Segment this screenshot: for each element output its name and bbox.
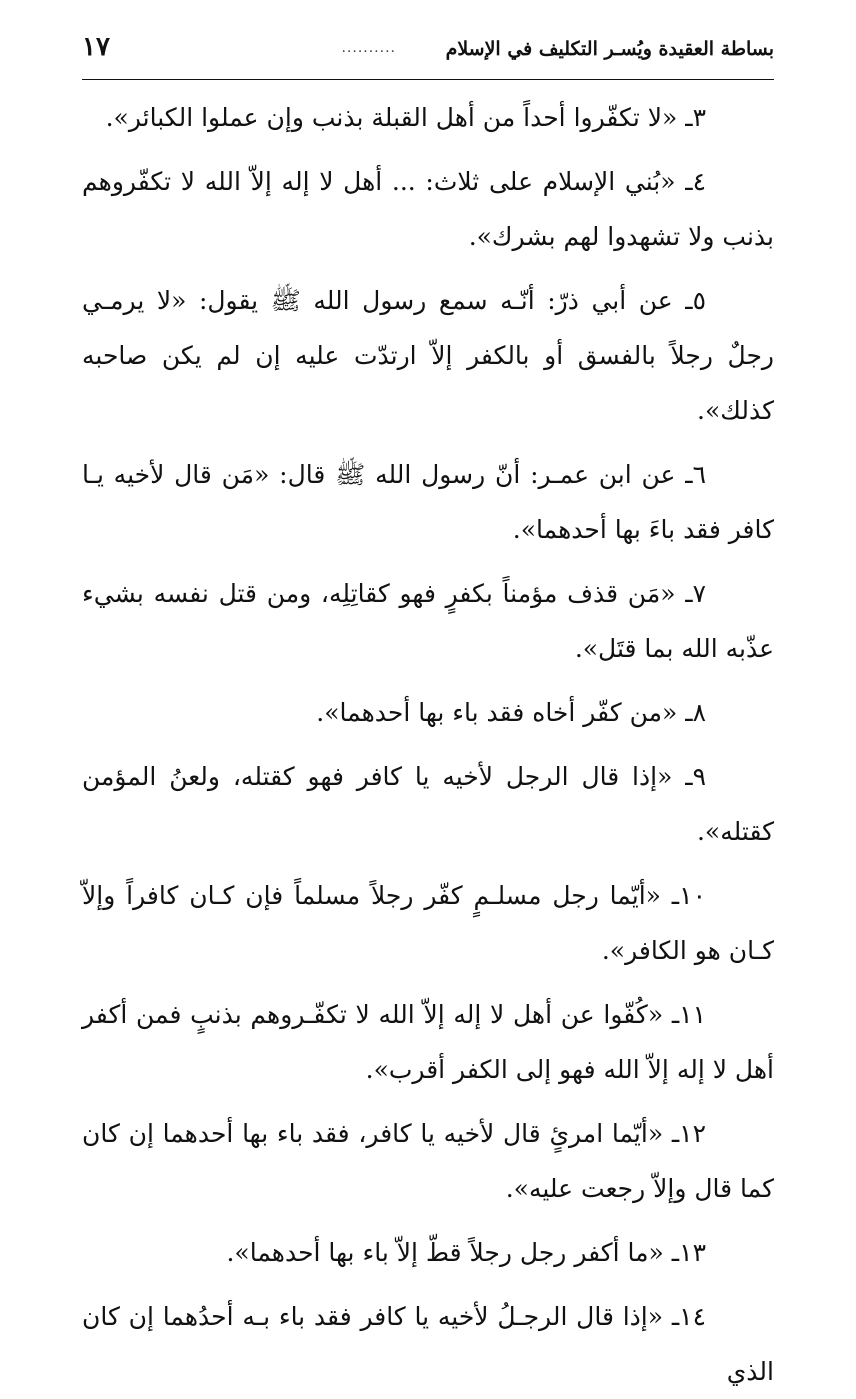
list-item: ١٢ـ «أيّما امرئٍ قال لأخيه يا كافر، فقد باء بها أحدهما إن كان كما قال وإلاّ رجعت عليه». [82, 1119, 774, 1203]
header-rule [82, 79, 774, 80]
hadith-list [82, 90, 774, 1399]
list-item: ٣ـ «لا تكفّروا أحداً من أهل القبلة بذنب وإن عملوا الكبائر». [105, 103, 706, 132]
list-item: ١٤ـ «إذا قال الرجـلُ لأخيه يا كافر فقد باء بـه أحدُهما إن كان الذي [82, 1302, 774, 1386]
list-item: ٦ـ عن ابن عمـر: أنّ رسول الله ﷺ قال: «مَن قال لأخيه يـا كافر فقد باءَ بها أحدهما». [82, 460, 774, 544]
list-item: ٨ـ «من كفّر أخاه فقد باء بها أحدهما». [316, 698, 706, 727]
list-item: ٧ـ «مَن قذف مؤمناً بكفرٍ فهو كقاتِلِه، ومن قتل نفسه بشيء عذّبه الله بما قتَل». [82, 579, 774, 663]
list-item: ١٠ـ «أيّما رجل مسلـمٍ كفّر رجلاً مسلماً فإن كـان كافراً وإلاّ كـان هو الكافر». [82, 881, 774, 965]
list-item: ٤ـ «بُني الإسلام على ثلاث: ... أهل لا إله إلاّ الله لا تكفّروهم بذنب ولا تشهدوا لهم بشرك». [82, 167, 774, 251]
list-item: ١١ـ «كُفّوا عن أهل لا إله إلاّ الله لا تكفّـروهم بذنبٍ فمن أكفر أهل لا إله إلاّ الله فهو إلى الكفر أقرب». [82, 1000, 774, 1084]
list-item: ٥ـ عن أبي ذرّ: أنّـه سمع رسول الله ﷺ يقول: «لا يرمـي رجلٌ رجلاً بالفسق أو بالكفر إلاّ ارتدّت عليه إن لم يكن صاحبه كذلك». [82, 286, 774, 425]
running-title: بساطة العقيدة ويُسـر التكليف في الإسلام [445, 38, 774, 60]
leader-dots: .......... [341, 40, 396, 56]
list-item: ٩ـ «إذا قال الرجل لأخيه يا كافر فهو كقتله، ولعنُ المؤمن كقتله». [82, 762, 774, 846]
list-item: ١٣ـ «ما أكفر رجل رجلاً قطّ إلاّ باء بها أحدهما». [226, 1238, 706, 1267]
running-header [82, 30, 774, 80]
page-number: ١٧ [82, 32, 110, 62]
